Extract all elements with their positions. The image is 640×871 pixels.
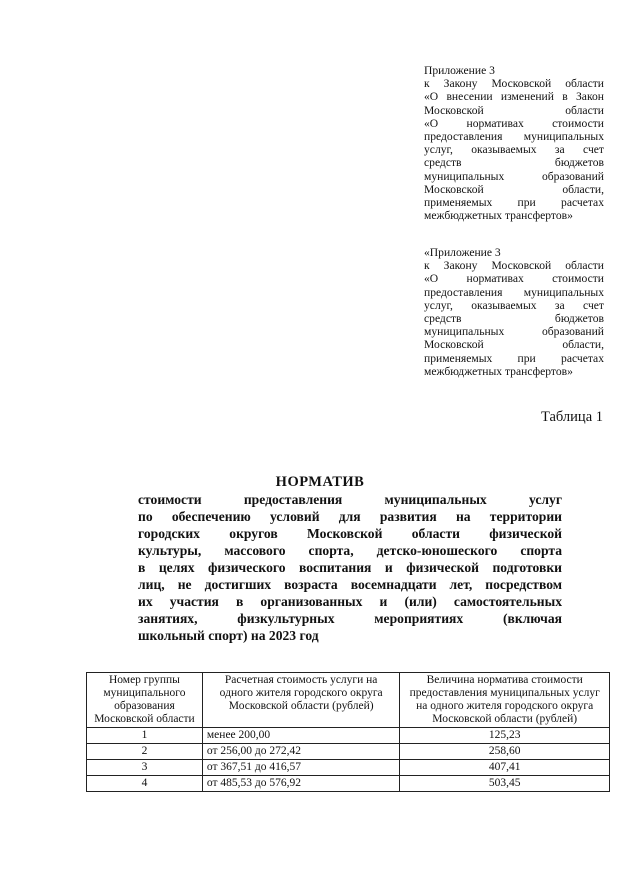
cost-cell: от 367,51 до 416,57 [202,760,400,776]
subtitle-line: лиц, не достигших возраста восемнадцати лет, посредством [138,577,562,592]
norm-cell: 407,41 [400,760,610,776]
annex-quote-line: «О нормативах стоимости [424,272,604,286]
annex-quote-line: межбюджетных трансфертов» [424,364,573,378]
annex-header-line: Приложение 3 [424,64,495,77]
subtitle-line: занятиях, физкультурных мероприятиях (включая [138,611,562,626]
group-cell: 2 [87,744,203,760]
table-row [87,760,610,776]
table-row [87,728,610,744]
document-title: НОРМАТИВ [275,474,365,490]
column-header-norm: Величина норматива стоимости предоставления муниципальных услуг на одного жителя городского округа Московской области (рублей) [400,673,610,728]
annex-header-line: к Закону Московской области [424,77,604,91]
table-label: Таблица 1 [540,409,603,425]
annex-quote [424,246,604,378]
annex-quote-line: Московской области, [424,338,604,352]
document-subtitle [138,491,562,644]
table-header-row [87,673,610,728]
annex-quote-line: предоставления муниципальных [424,285,604,299]
annex-header-line: «О нормативах стоимости [424,116,604,130]
group-cell: 3 [87,760,203,776]
annex-header-line: услуг, оказываемых за счет [424,143,604,157]
table-row [87,776,610,792]
annex-quote-line: к Закону Московской области [424,259,604,273]
column-header-cost: Расчетная стоимость услуги на одного жителя городского округа Московской области (рублей) [202,673,400,728]
subtitle-line: стоимости предоставления муниципальных услуг [138,492,562,507]
annex-quote-line: услуг, оказываемых за счет [424,298,604,312]
subtitle-line: культуры, массового спорта, детско-юношеского спорта [138,543,562,558]
column-header-group: Номер группы муниципального образования Московской области [87,673,203,728]
annex-quote-line: средств бюджетов [424,312,604,326]
annex-header-line: «О внесении изменений в Закон [424,90,604,104]
norm-cell: 258,60 [400,744,610,760]
subtitle-line: в целях физического воспитания и физической подготовки [138,560,562,575]
annex-quote-line: «Приложение 3 [424,246,501,259]
cost-cell: от 485,53 до 576,92 [202,776,400,792]
annex-header-line: Московской области [424,103,604,117]
subtitle-line: по обеспечению условий для развития на территории [138,509,562,524]
cost-cell: менее 200,00 [202,728,400,744]
annex-header-line: средств бюджетов [424,156,604,170]
group-cell: 4 [87,776,203,792]
norm-cell: 125,23 [400,728,610,744]
annex-header-line: межбюджетных трансфертов» [424,209,573,223]
annex-header-line: муниципальных образований [424,169,604,183]
norm-table [86,672,610,792]
subtitle-line: городских округов Московской области физической [138,526,562,541]
annex-quote-line: применяемых при расчетах [424,351,604,365]
subtitle-line: школьный спорт) на 2023 год [138,628,319,643]
annex-header-line: Московской области, [424,182,604,196]
annex-header-line: предоставления муниципальных [424,130,604,144]
subtitle-line: их участия в организованных и (или) самостоятельных [138,594,562,609]
annex-header [424,64,604,222]
group-cell: 1 [87,728,203,744]
cost-cell: от 256,00 до 272,42 [202,744,400,760]
annex-header-line: применяемых при расчетах [424,196,604,210]
table-row [87,744,610,760]
annex-quote-line: муниципальных образований [424,325,604,339]
norm-cell: 503,45 [400,776,610,792]
